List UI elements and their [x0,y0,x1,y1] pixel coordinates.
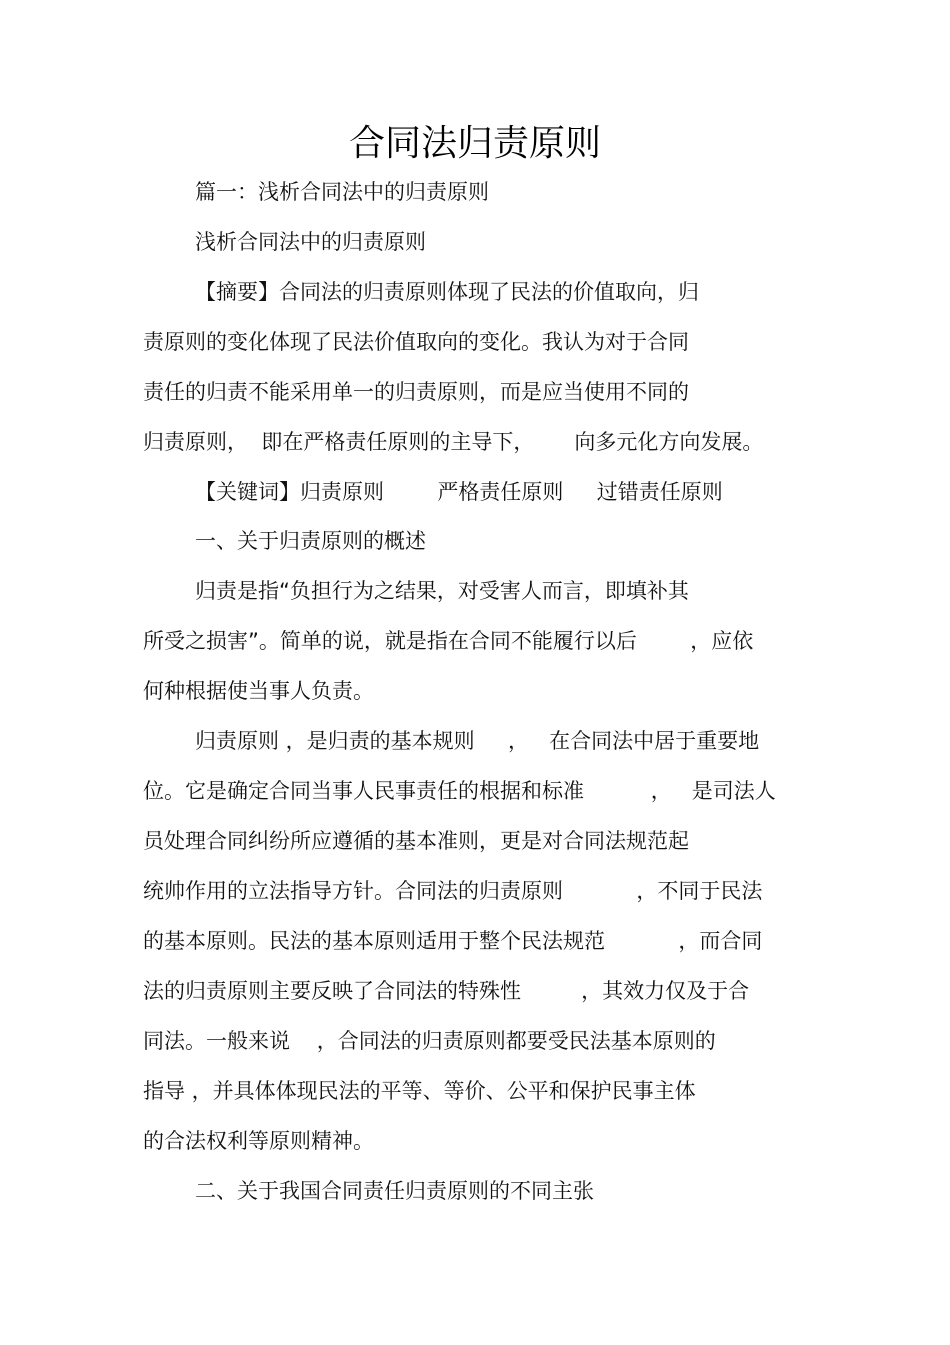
paragraph-line: 统帅作用的立法指导方针。合同法的归责原则 ，不同于民法 [143,879,763,903]
document-title: 合同法归责原则 [348,123,601,164]
paragraph-line: 何种根据使当事人负责。 [143,679,374,703]
paragraph-line: 的合法权利等原则精神。 [143,1129,374,1153]
abstract-line: 责任的归责不能采用单一的归责原则，而是应当使用不同的 [143,380,689,404]
paragraph-line: 的基本原则。民法的基本原则适用于整个民法规范 ，而合同 [143,929,763,953]
paragraph-line: 归责是指“负担行为之结果，对受害人而言，即填补其 [195,579,689,603]
abstract-line: 【摘要】合同法的归责原则体现了民法的价值取向，归 [195,280,699,304]
paragraph-line: 法的归责原则主要反映了合同法的特殊性 ，其效力仅及于合 [143,979,750,1003]
subtitle-line: 篇一：浅析合同法中的归责原则 [195,180,489,204]
paragraph-line: 归责原则 ，是归责的基本规则 ， 在合同法中居于重要地 [195,729,760,753]
abstract-line: 责原则的变化体现了民法价值取向的变化。我认为对于合同 [143,330,689,354]
keywords-line: 【关键词】归责原则 严格责任原则 过错责任原则 [195,480,723,504]
paragraph-line: 所受之损害”。简单的说，就是指在合同不能履行以后 ，应依 [143,629,754,653]
section-heading: 一、关于归责原则的概述 [195,529,426,553]
paragraph-line: 指导 ，并具体体现民法的平等、等价、公平和保护民事主体 [143,1079,696,1103]
paragraph-line: 员处理合同纠纷所应遵循的基本准则，更是对合同法规范起 [143,829,689,853]
abstract-line: 归责原则， 即在严格责任原则的主导下， 向多元化方向发展。 [143,430,764,454]
subtitle-line: 浅析合同法中的归责原则 [195,230,426,254]
paragraph-line: 同法。一般来说 ，合同法的归责原则都要受民法基本原则的 [143,1029,716,1053]
section-heading: 二、关于我国合同责任归责原则的不同主张 [195,1179,594,1203]
paragraph-line: 位。它是确定合同当事人民事责任的根据和标准 ， 是司法人 [143,779,776,803]
